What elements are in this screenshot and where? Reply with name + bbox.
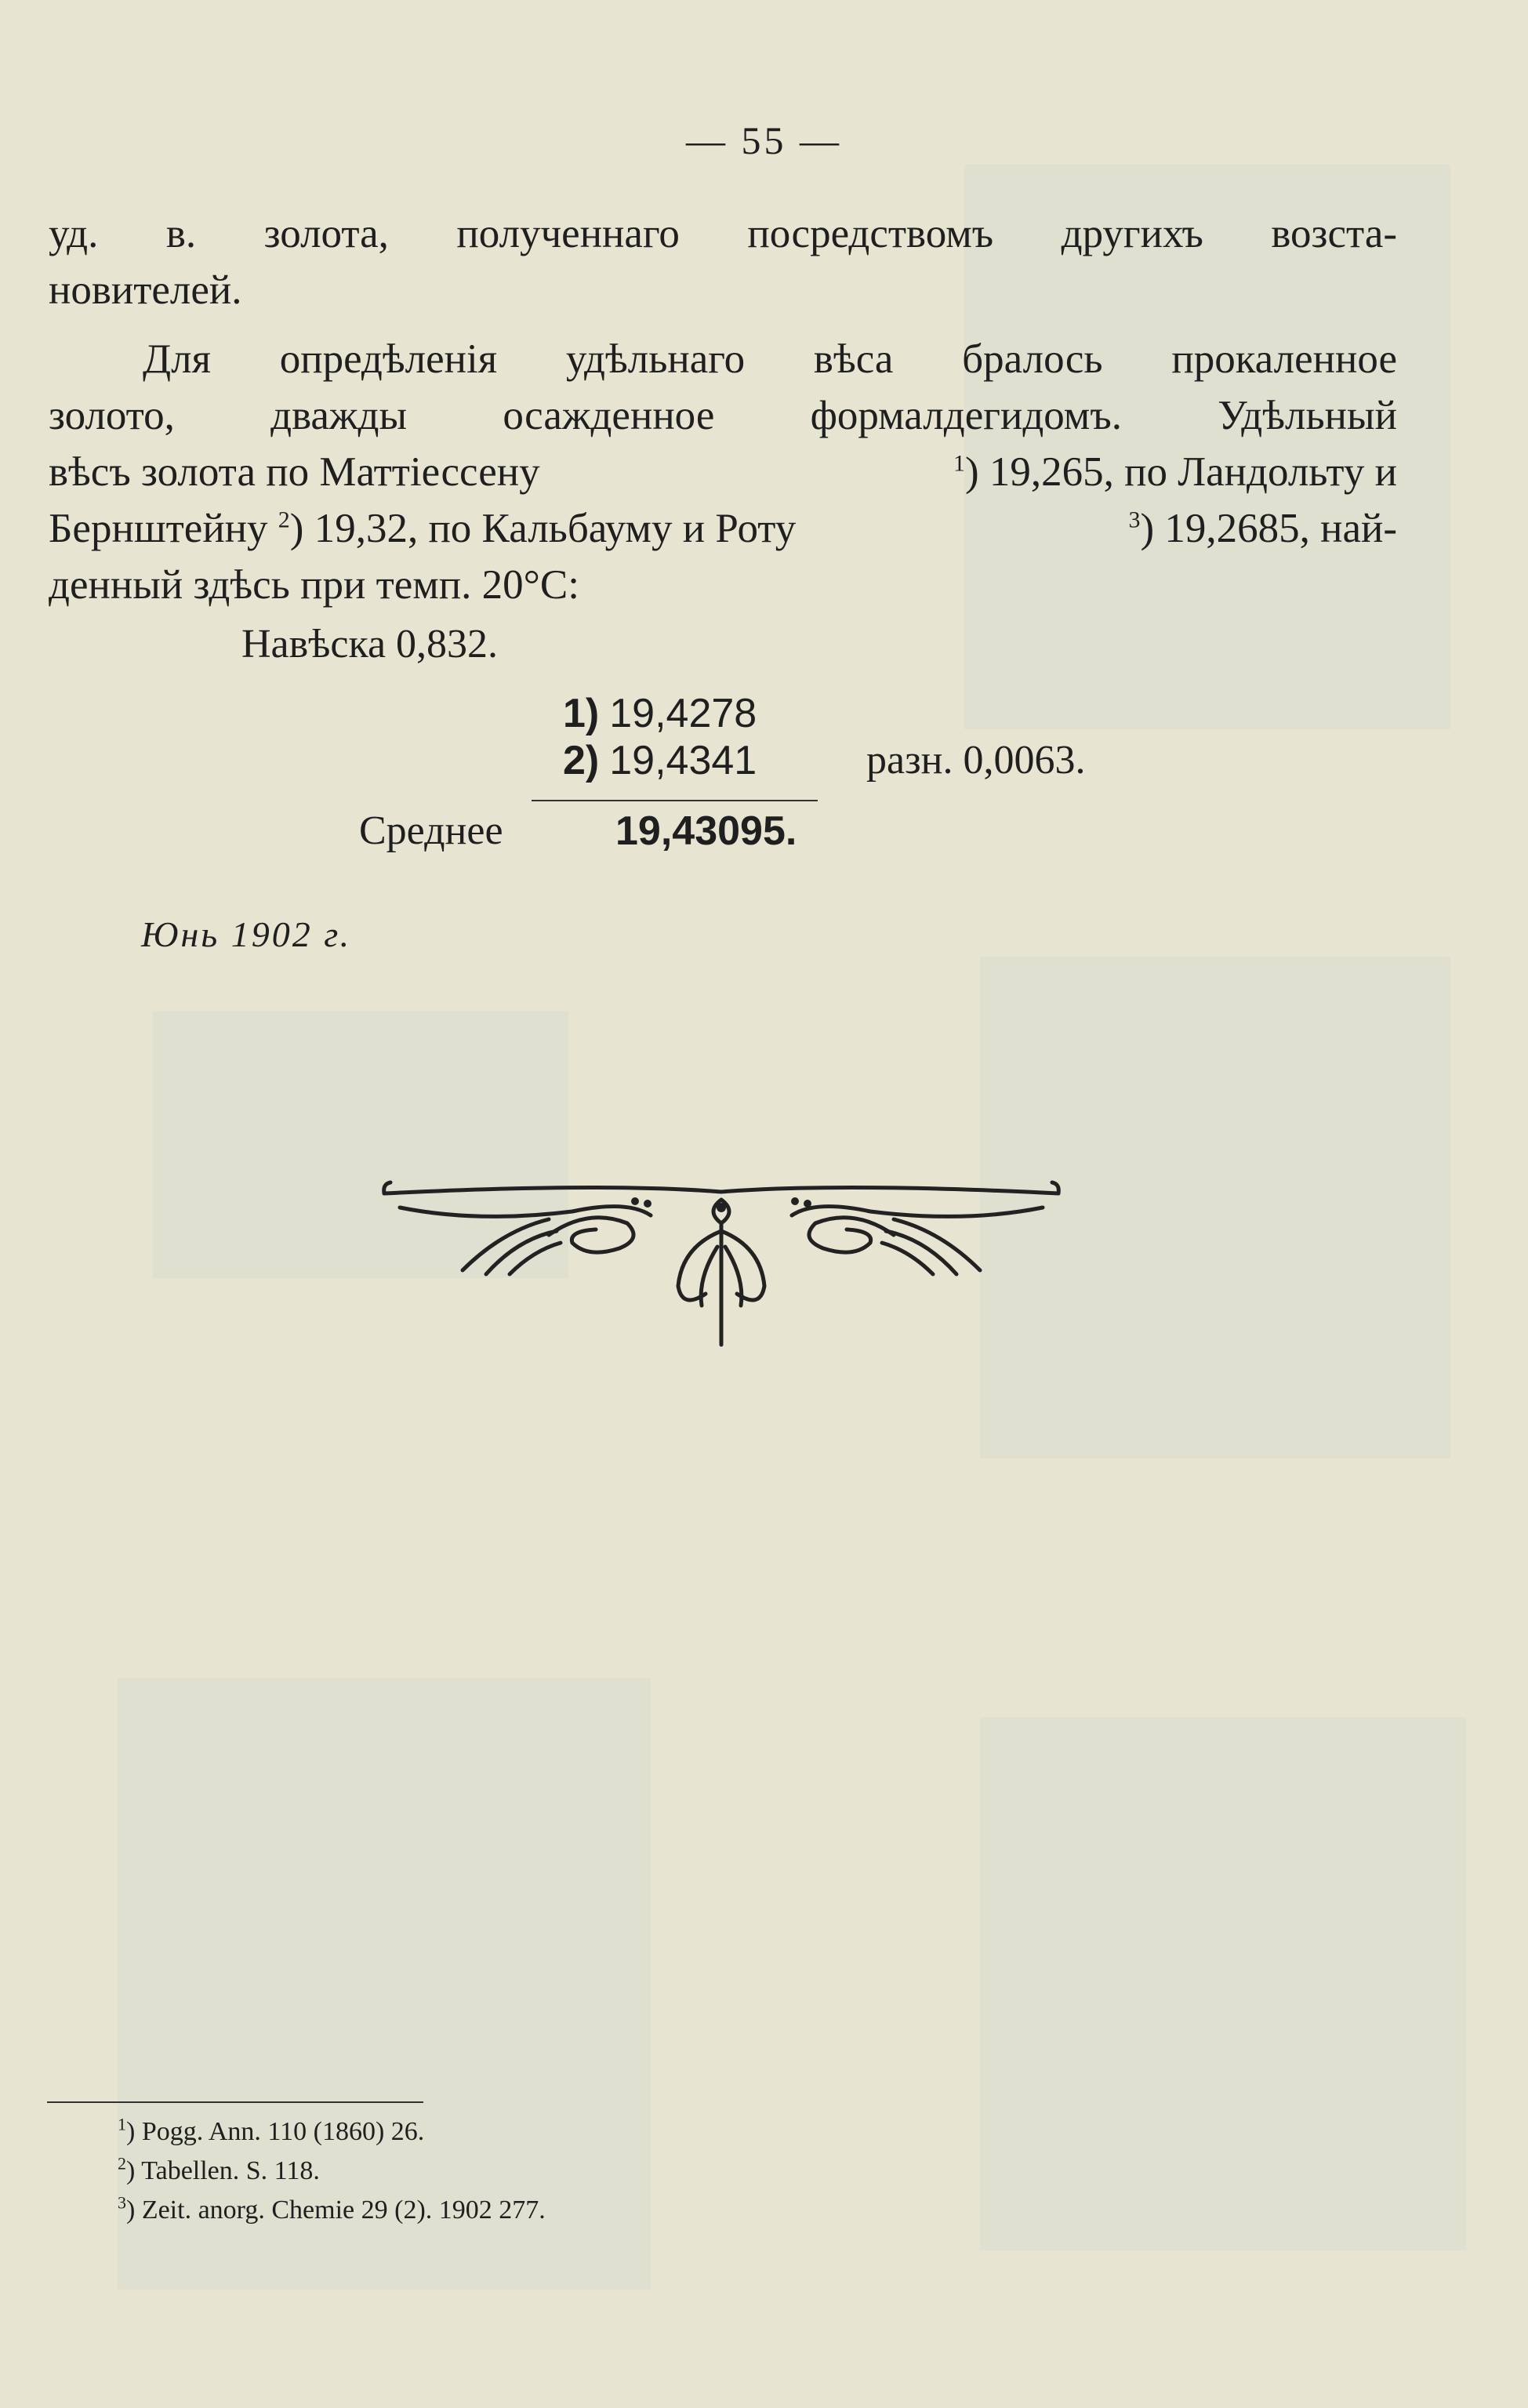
text-line — [49, 444, 1397, 500]
footnote — [118, 2192, 546, 2225]
text-line: денный здѣсь при темп. 20°С: — [49, 562, 579, 608]
bleed-through-block — [980, 1717, 1466, 2250]
body-text — [49, 205, 1397, 613]
footnote-text: ) Zeit. anorg. Chemie 29 (2). 1902 277. — [126, 2196, 546, 2225]
text-line — [49, 500, 1397, 557]
difference: разн. 0,0063. — [866, 738, 1086, 783]
footnote — [118, 2153, 320, 2186]
text-fragment — [1128, 500, 1397, 557]
sum-rule — [532, 800, 818, 801]
footnote — [118, 2114, 425, 2147]
footnote-ref: 2 — [278, 507, 290, 533]
text-line: новителей. — [49, 267, 242, 313]
run-value: 19,4341 — [609, 738, 757, 783]
footnote-ref: 3 — [1128, 507, 1141, 533]
text-fragment: ) 19,265, по Ландольту и — [964, 449, 1397, 495]
sample-weight: Навѣска 0,832. — [241, 622, 499, 666]
text-fragment — [953, 444, 1397, 500]
run-value: 19,4278 — [609, 691, 757, 736]
run-number: 2) — [563, 738, 600, 783]
footnote-mark: 3 — [118, 2192, 126, 2213]
footnote-text: ) Pogg. Ann. 110 (1860) 26. — [126, 2117, 425, 2146]
text-fragment: Бернштейну — [49, 506, 268, 551]
mean-value: 19,43095. — [615, 808, 797, 854]
footnote-ref: 1 — [953, 450, 965, 477]
footnote-mark: 2 — [118, 2153, 126, 2174]
footnote-mark: 1 — [118, 2114, 126, 2134]
text-fragment: ) 19,2685, най- — [1140, 506, 1397, 551]
run-2 — [563, 737, 757, 784]
ornament-icon — [368, 1176, 1074, 1357]
footnote-rule — [47, 2101, 423, 2103]
text-fragment: ) 19,32, по Кальбауму и Роту — [289, 506, 797, 551]
run-1 — [563, 690, 757, 737]
run-number: 1) — [563, 691, 600, 736]
text-line: золото, дважды осажденное формалдегидомъ. Удѣльный — [49, 393, 1397, 438]
text-line: Для опредѣленія удѣльнаго вѣса бралось прокаленное — [143, 336, 1397, 382]
mean-label: Среднее — [359, 808, 503, 853]
page-number: — 55 — — [686, 118, 842, 162]
text-fragment: вѣсъ золота по Маттіессену — [49, 449, 540, 495]
footnote-text: ) Tabellen. S. 118. — [126, 2156, 320, 2185]
text-fragment — [49, 500, 796, 557]
text-line: уд. в. золота, полученнаго посредствомъ другихъ возста- — [49, 211, 1397, 256]
date-line: Юнь 1902 г. — [141, 914, 352, 954]
